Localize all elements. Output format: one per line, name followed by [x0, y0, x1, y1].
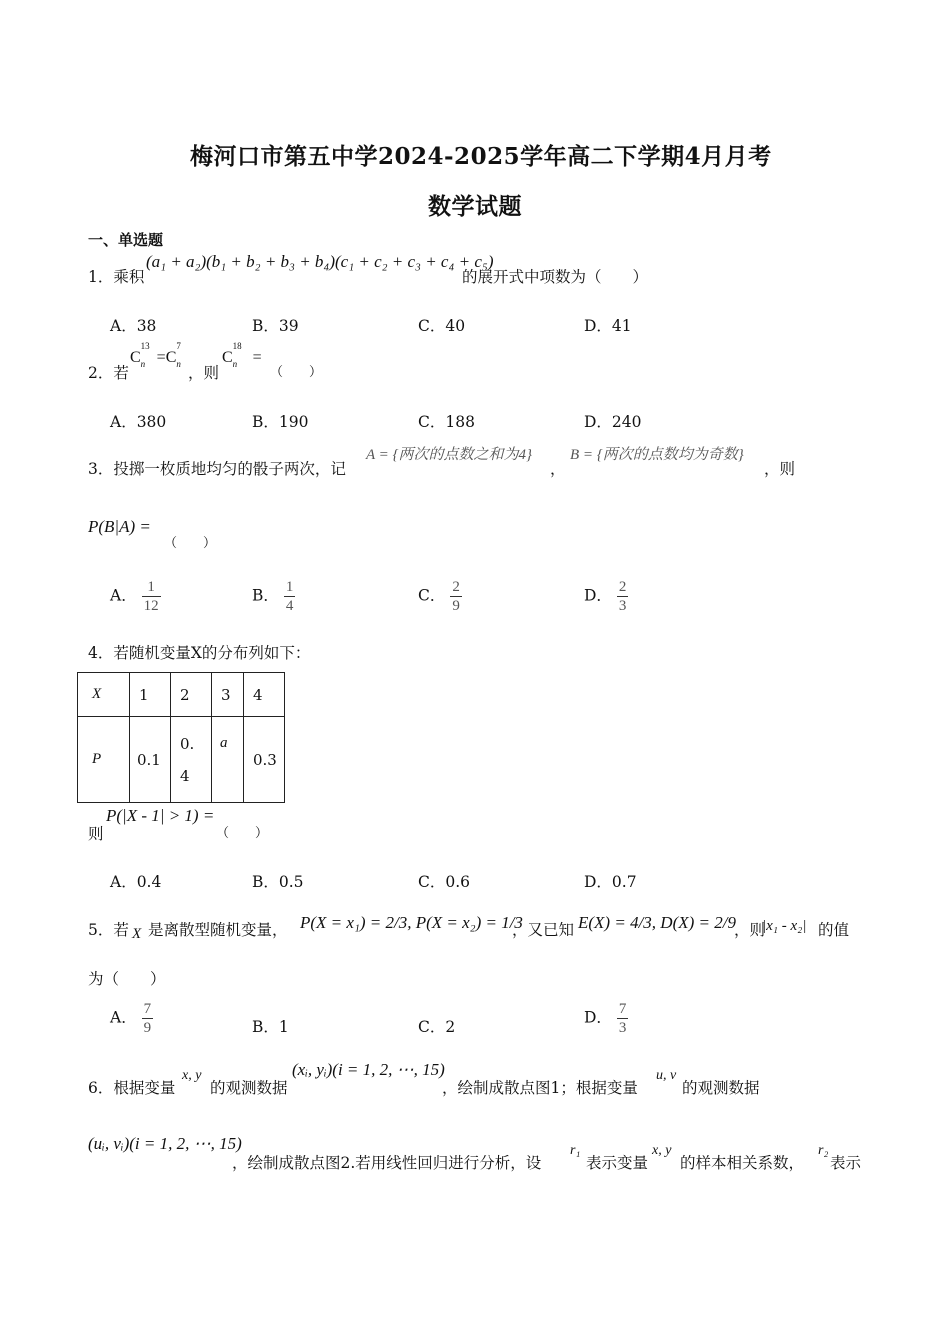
q3-set-b: B = {两次的点数均为奇数}: [570, 447, 744, 463]
q6-text-3: ，绘制成散点图1；根据变量: [442, 1079, 638, 1097]
table-cell: X: [78, 673, 130, 717]
table-cell: 0.1: [130, 717, 171, 803]
q3-option-b: B． $\frac{1}{4}$: [252, 579, 294, 614]
q6-text-5: ，绘制成散点图2.若用线性回归进行分析，设: [232, 1154, 542, 1172]
q2-expression: C 13 n =C 7 n: [130, 341, 181, 369]
q3-text: 3．投掷一枚质地均匀的骰子两次，记: [88, 460, 346, 478]
q6-xy-2: x, y: [652, 1143, 672, 1158]
table-cell: 0. 4: [171, 717, 212, 803]
q3-set-a: A = {两次的点数之和为4}: [366, 447, 533, 463]
q1-expression: (a₁ + a₂)(b₁ + b₂ + b₃ + b₄)(c₁ + c₂ + c₃ + c₄ + c₅): [146, 252, 494, 271]
q3-option-c: C． $\frac{2}{9}$: [418, 579, 460, 614]
q3-option-d: D． $\frac{2}{3}$: [584, 579, 627, 614]
q5-expression-2: E(X) = 4/3, D(X) = 2/9: [578, 913, 736, 932]
q2-option-c: C．188: [418, 413, 475, 431]
q6-text-8: 表示: [830, 1154, 862, 1172]
distribution-table: [77, 672, 285, 803]
q5-text-1: 是离散型随机变量，: [148, 921, 288, 939]
q1-option-b: B．39: [252, 317, 299, 335]
q4-option-b: B．0.5: [252, 873, 304, 891]
table-cell: P: [78, 717, 130, 803]
q4-expression: P(|X - 1| > 1) =: [106, 806, 215, 825]
q3-comma: ，: [550, 460, 566, 478]
q5-variable: X: [132, 926, 142, 942]
page-subtitle: 数学试题: [428, 193, 522, 220]
q6-r1: r₁: [570, 1143, 581, 1158]
q2-expression-2: C 18 n =: [222, 341, 262, 369]
page-title: 梅河口市第五中学2024-2025学年高二下学期4月月考: [190, 143, 772, 170]
q6-xy: x, y: [182, 1068, 202, 1083]
q2-number: 2．若: [88, 364, 129, 382]
q2-option-d: D．240: [584, 413, 642, 431]
q6-text-6: 表示变量: [586, 1154, 649, 1172]
q1-option-c: C．40: [418, 317, 466, 335]
q4-option-d: D．0.7: [584, 873, 637, 891]
q1-option-a: A．38: [110, 317, 157, 335]
q3-tail: ，则: [764, 460, 796, 478]
q3-option-a: A． $\frac{1}{12}$: [110, 579, 159, 614]
q5-number: 5．若: [88, 921, 129, 939]
section-heading: 一、单选题: [88, 231, 164, 249]
table-cell: 3: [212, 673, 244, 717]
q6-expression-1: (xᵢ, yᵢ)(i = 1, 2, ⋯, 15): [292, 1060, 445, 1079]
q3-expression: P(B|A) =: [88, 517, 151, 536]
q6-uv: u, v: [656, 1068, 677, 1083]
table-row: [78, 717, 285, 803]
q5-expression: P(X = x₁) = 2/3, P(X = x₂) = 1/3: [300, 913, 523, 932]
q4-text: 4．若随机变量X的分布列如下：: [88, 644, 311, 662]
q2-option-b: B．190: [252, 413, 309, 431]
q1-number: 1．乘积: [88, 268, 145, 286]
q5-option-a: A． $\frac{7}{9}$: [110, 1001, 152, 1036]
q5-text-4: 的值: [818, 921, 850, 939]
q4-option-c: C．0.6: [418, 873, 471, 891]
q5-option-d: D． $\frac{7}{3}$: [584, 1001, 627, 1036]
table-cell: 2: [171, 673, 212, 717]
q5-expression-3: |x₁ - x₂|: [762, 918, 807, 934]
q5-line-2: 为（ ）: [88, 970, 166, 988]
q2-mid: ，则: [188, 364, 220, 382]
table-cell: 0.3: [244, 717, 285, 803]
q6-text-1: 6．根据变量: [88, 1079, 176, 1097]
q2-tail: （ ）: [270, 365, 323, 380]
q1-tail: 的展开式中项数为（ ）: [462, 268, 649, 286]
q2-option-a: A．380: [110, 413, 167, 431]
q6-expression-2: (uᵢ, vᵢ)(i = 1, 2, ⋯, 15): [88, 1134, 242, 1153]
q5-option-c: C．2: [418, 1018, 456, 1036]
q6-text-7: 的样本相关系数，: [680, 1154, 805, 1172]
table-cell: a: [212, 717, 244, 803]
table-row: [78, 673, 285, 717]
q5-option-b: B．1: [252, 1018, 289, 1036]
q5-text-3: ，则: [734, 921, 766, 939]
table-cell: 4: [244, 673, 285, 717]
q6-text-2: 的观测数据: [210, 1079, 288, 1097]
q3-paren: （ ）: [164, 536, 217, 551]
q6-text-4: 的观测数据: [682, 1079, 760, 1097]
q1-option-d: D．41: [584, 317, 632, 335]
q5-text-2: ，又已知: [512, 921, 575, 939]
table-cell: 1: [130, 673, 171, 717]
q4-then: 则: [88, 825, 104, 843]
q4-paren: （ ）: [216, 826, 269, 841]
q6-r2: r₂: [818, 1143, 829, 1158]
q4-option-a: A．0.4: [110, 873, 162, 891]
